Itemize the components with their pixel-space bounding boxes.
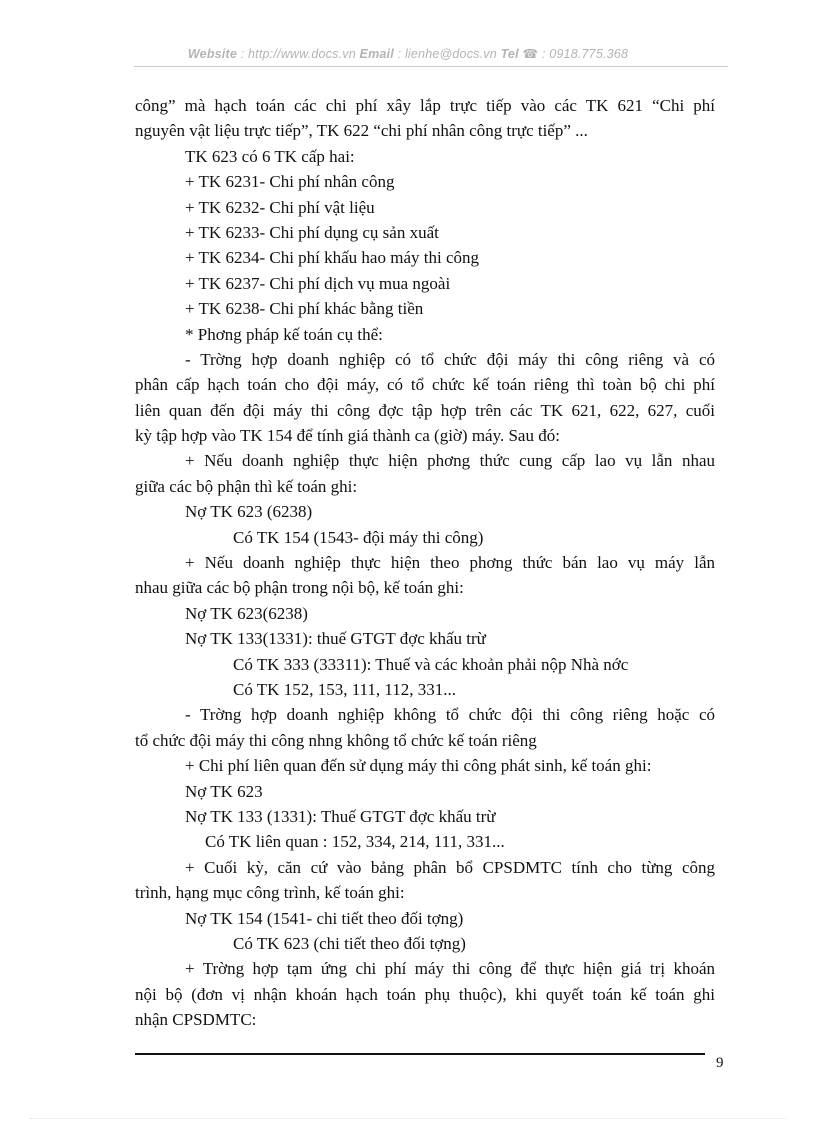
text-line: giữa các bộ phận thì kế toán ghi:	[135, 476, 358, 496]
text-line: + Cuối kỳ, căn cứ vào bảng phân bổ CPSDMTC tính cho từng công	[185, 857, 715, 877]
tel-number: ☎ : 0918.775.368	[522, 47, 629, 61]
list-item: + TK 6237- Chi phí dịch vụ mua ngoài	[185, 273, 451, 293]
debit-entry: Nợ TK 623	[185, 781, 263, 801]
text-line: tổ chức đội máy thi công nhng không tổ chức kế toán riêng	[135, 730, 537, 750]
text-line: - Trờng hợp doanh nghiệp không tổ chức đội thi công riêng hoặc có	[185, 705, 715, 725]
list-item: + TK 6231- Chi phí nhân công	[185, 172, 395, 192]
debit-entry: Nợ TK 623(6238)	[185, 603, 308, 623]
page-number: 9	[716, 1055, 724, 1071]
document-body	[135, 93, 715, 1032]
text-line: TK 623 có 6 TK cấp hai:	[185, 146, 355, 166]
page-bottom-border	[30, 1118, 786, 1119]
text-line: nội bộ (đơn vị nhận khoán hạch toán phụ thuộc), khi quyết toán kế toán ghi	[135, 984, 715, 1004]
list-item: + TK 6233- Chi phí dụng cụ sản xuất	[185, 222, 439, 242]
text-line: nhận CPSDMTC:	[135, 1010, 257, 1030]
text-line: phân cấp hạch toán cho đội máy, có tổ chức kế toán riêng thì toàn bộ chi phí	[135, 375, 715, 395]
debit-entry: Nợ TK 133(1331): thuế GTGT đợc khấu trừ	[185, 629, 486, 649]
text-line: công” mà hạch toán các chi phí xây lắp trực tiếp vào các TK 621 “Chi phí	[135, 96, 715, 115]
page-header	[0, 46, 816, 61]
email-label: Email	[359, 47, 394, 61]
section-heading: * Phơng pháp kế toán cụ thể:	[185, 324, 383, 344]
credit-entry: Có TK 152, 153, 111, 112, 331...	[233, 679, 457, 699]
text-line: nguyên vật liệu trực tiếp”, TK 622 “chi phí nhân công trực tiếp” ...	[135, 121, 588, 141]
tel-label: Tel	[500, 47, 519, 61]
text-line: + Chi phí liên quan đến sử dụng máy thi công phát sinh, kế toán ghi:	[185, 756, 652, 776]
list-item: + TK 6238- Chi phí khác bằng tiền	[185, 299, 424, 319]
text-line: kỳ tập hợp vào TK 154 để tính giá thành ca (giờ) máy. Sau đó:	[135, 426, 560, 446]
header-rule	[134, 66, 728, 67]
text-line: + Nếu doanh nghiệp thực hiện theo phơng thức bán lao vụ máy lẫn	[185, 553, 715, 573]
credit-entry: Có TK 333 (33311): Thuế và các khoản phải nộp Nhà nớc	[233, 654, 629, 674]
credit-entry: Có TK 154 (1543- đội máy thi công)	[233, 527, 484, 547]
text-line: liên quan đến đội máy thi công đợc tập hợp trên các TK 621, 622, 627, cuối	[135, 400, 715, 420]
debit-entry: Nợ TK 154 (1541- chi tiết theo đối tợng)	[185, 908, 464, 928]
text-line: - Trờng hợp doanh nghiệp có tổ chức đội máy thi công riêng và có	[185, 349, 715, 369]
text-line: + Trờng hợp tạm ứng chi phí máy thi công để thực hiện giá trị khoán	[185, 959, 715, 979]
text-line: trình, hạng mục công trình, kế toán ghi:	[135, 883, 405, 903]
email-address: : lienhe@docs.vn	[397, 47, 497, 61]
debit-entry: Nợ TK 133 (1331): Thuế GTGT đợc khấu trừ	[185, 806, 496, 826]
list-item: + TK 6232- Chi phí vật liệu	[185, 197, 375, 217]
website-url: : http://www.docs.vn	[240, 47, 356, 61]
debit-entry: Nợ TK 623 (6238)	[185, 502, 313, 522]
credit-entry: Có TK 623 (chi tiết theo đối tợng)	[233, 933, 466, 953]
list-item: + TK 6234- Chi phí khấu hao máy thi công	[185, 248, 479, 268]
text-line: + Nếu doanh nghiệp thực hiện phơng thức cung cấp lao vụ lẫn nhau	[185, 451, 715, 471]
website-label: Website	[187, 47, 237, 61]
text-line: nhau giữa các bộ phận trong nội bộ, kế toán ghi:	[135, 578, 464, 598]
footer-rule	[135, 1053, 705, 1055]
credit-entry: Có TK liên quan : 152, 334, 214, 111, 331...	[205, 832, 505, 852]
